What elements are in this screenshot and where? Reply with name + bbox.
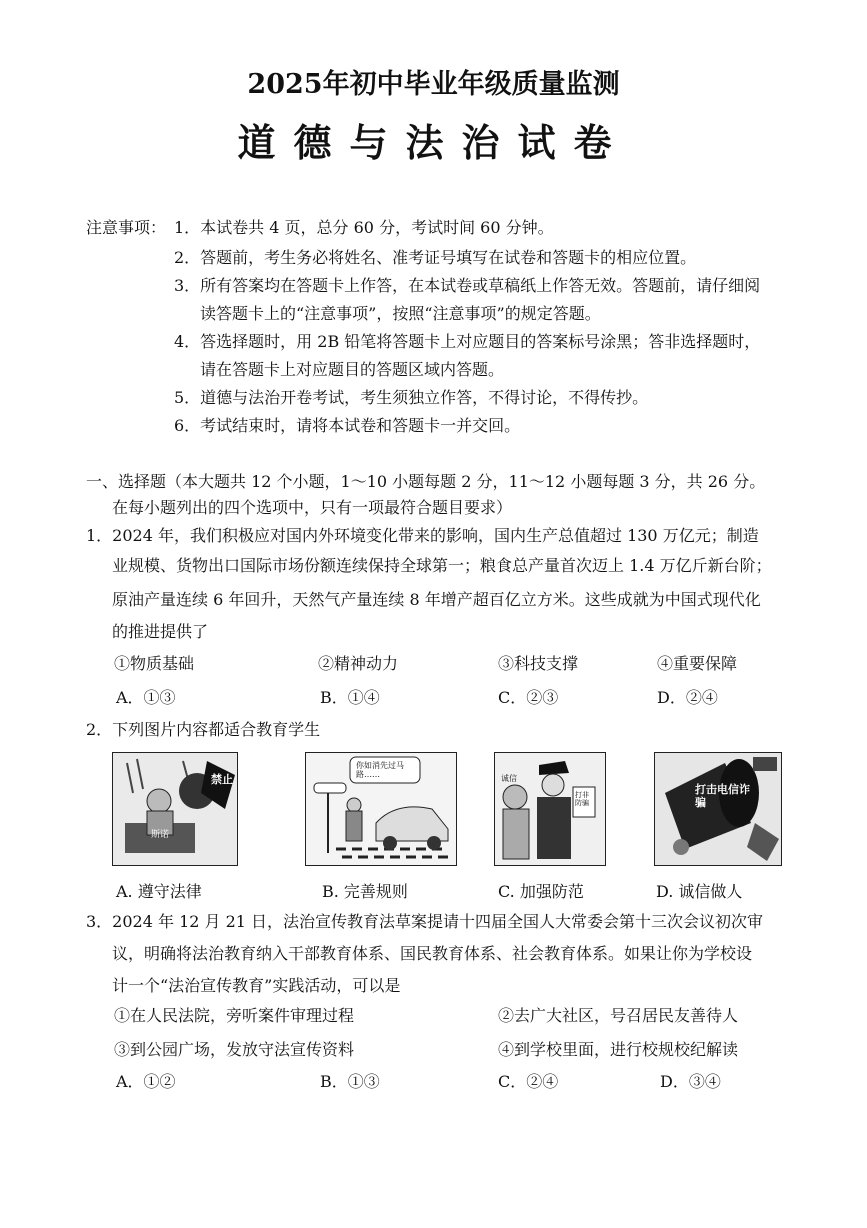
q1-option-a: A．①③: [116, 688, 176, 707]
q1-stem: 的推进提供了: [112, 622, 209, 641]
q2-picture-a: [112, 752, 238, 866]
notice-item: 6．考试结束时，请将本试卷和答题卡一并交回。: [174, 416, 521, 435]
q1-stem: 业规模、货物出口国际市场份额连续保持全球第一；粮食总产量首次迈上 1.4 万亿斤新台阶；: [112, 556, 772, 575]
q1-statement: ④重要保障: [657, 654, 738, 673]
q2-caption-c: C. 加强防范: [498, 882, 584, 901]
q2-caption-a: A. 遵守法律: [116, 882, 202, 901]
q1-stem: 1．2024 年，我们积极应对国内外环境变化带来的影响，国内生产总值超过 130 万亿元；制造: [86, 526, 759, 545]
section-heading: 一、选择题（本大题共 12 个小题，1～10 小题每题 2 分，11～12 小题每题 3 分，共 26 分。: [86, 472, 766, 491]
pic1-tag-text: 斯诺: [151, 830, 170, 840]
q2-caption-b: B. 完善规则: [322, 882, 408, 901]
q1-statement: ①物质基础: [114, 654, 195, 673]
notice-item: 3．所有答案均在答题卡上作答，在本试卷或草稿纸上作答无效。答题前，请仔细阅: [174, 276, 761, 295]
q1-option-d: D．②④: [657, 688, 718, 707]
cartoon-police-icon: [495, 753, 605, 865]
pic3-tag-text: 诚信: [501, 774, 517, 783]
q2-stem: 2．下列图片内容都适合教育学生: [86, 720, 321, 739]
q3-statement: ②去广大社区，号召居民友善待人: [498, 1006, 739, 1025]
q3-option-b: B．①③: [320, 1072, 380, 1091]
q3-stem: 3．2024 年 12 月 21 日，法治宣传教育法草案提请十四届全国人大常委会第十三次会议初次审: [86, 912, 764, 931]
notice-item: 读答题卡上的“注意事项”，按照“注意事项”的规定答题。: [200, 304, 601, 323]
q3-statement: ③到公园广场，发放守法宣传资料: [114, 1040, 355, 1059]
q2-picture-d: [654, 752, 782, 866]
notice-item: 请在答题卡上对应题目的答题区域内答题。: [200, 360, 505, 379]
pic2-bubble-text: 你如消先过马路……: [356, 761, 404, 779]
q3-option-d: D．③④: [660, 1072, 721, 1091]
q3-stem: 计一个“法治宣传教育”实践活动，可以是: [112, 976, 401, 995]
notice-label: 注意事项：: [86, 218, 167, 237]
notice-item: 2．答题前，考生务必将姓名、准考证号填写在试卷和答题卡的相应位置。: [174, 248, 697, 267]
notice-item: 4．答选择题时，用 2B 铅笔将答题卡上对应题目的答案标号涂黑；答非选择题时，: [174, 332, 761, 351]
q1-option-b: B．①④: [320, 688, 380, 707]
q2-caption-d: D. 诚信做人: [656, 882, 743, 901]
notice-item: 5．道德与法治开卷考试，考生须独立作答，不得讨论，不得传抄。: [174, 388, 649, 407]
q1-statement: ③科技支撑: [498, 654, 579, 673]
pic4-label-text: 打击电信诈骗: [695, 783, 750, 809]
cartoon-megaphone-icon: [655, 753, 781, 865]
cartoon-couch-icon: [113, 753, 237, 865]
q3-option-c: C．②④: [498, 1072, 559, 1091]
q1-option-c: C．②③: [498, 688, 559, 707]
q2-picture-b: [305, 752, 457, 866]
exam-title: 2025年初中毕业年级质量监测: [247, 69, 620, 100]
q3-statement: ①在人民法院，旁听案件审理过程: [114, 1006, 355, 1025]
pic1-banner-text: 禁止: [211, 773, 233, 786]
q3-stem: 议，明确将法治教育纳入干部教育体系、国民教育体系、社会教育体系。如果让你为学校设: [112, 944, 753, 963]
exam-subject: 道德与法治试卷: [237, 120, 630, 165]
pic3-sign-text: 打非防骗: [575, 791, 589, 807]
q3-statement: ④到学校里面，进行校规校纪解读: [498, 1040, 739, 1059]
notice-item: 1．本试卷共 4 页，总分 60 分，考试时间 60 分钟。: [174, 218, 554, 237]
q1-stem: 原油产量连续 6 年回升，天然气产量连续 8 年增产超百亿立方米。这些成就为中国式现代化: [112, 590, 761, 609]
q3-option-a: A．①②: [116, 1072, 176, 1091]
section-instruction: 在每小题列出的四个选项中，只有一项最符合题目要求）: [112, 498, 513, 517]
q2-picture-c: [494, 752, 606, 866]
q1-statement: ②精神动力: [318, 654, 399, 673]
